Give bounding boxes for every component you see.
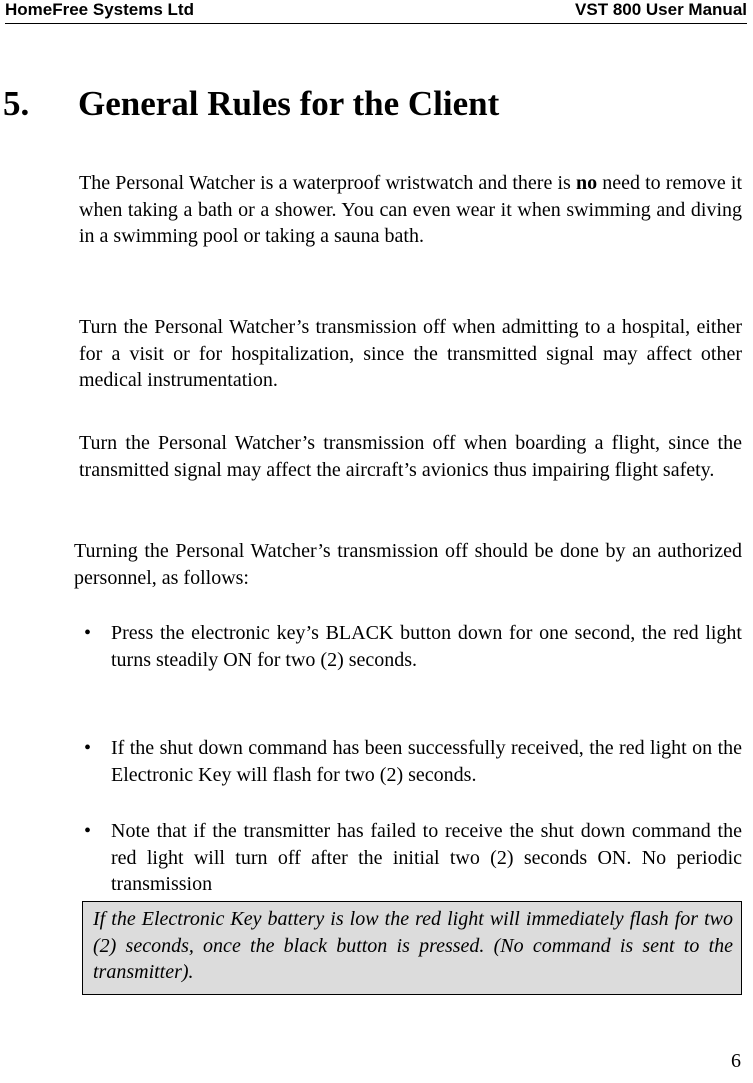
paragraph-waterproof-text-2: need to remove it when taking a bath or a shower. You can even wear it when swimming and diving in a swimming pool or taking a sauna bath. bbox=[79, 172, 742, 247]
paragraph-turn-off-procedure: Turning the Personal Watcher’s transmission off should be done by an authorized personnel, as follows: bbox=[74, 540, 742, 589]
note-text: If the Electronic Key battery is low the red light will immediately flash for two (2) seconds, once the black button is pressed. (No command is sent to the transmitter). bbox=[93, 908, 733, 983]
list-item-text: Press the electronic key’s BLACK button down for one second, the red light turns steadily ON for two (2) seconds. bbox=[111, 622, 742, 671]
bullet-icon: • bbox=[84, 622, 92, 644]
emphasis-no: no bbox=[575, 172, 598, 194]
section-heading bbox=[0, 84, 753, 134]
page-number: 6 bbox=[731, 1050, 741, 1072]
list-item-text: Note that if the transmitter has failed to receive the shut down command the red light will turn off after the initial two (2) seconds ON. No periodic transmission bbox=[111, 820, 742, 895]
manual-title: VST 800 User Manual bbox=[575, 0, 747, 19]
page-header bbox=[5, 0, 747, 24]
bullet-icon: • bbox=[84, 737, 92, 759]
company-name: HomeFree Systems Ltd bbox=[5, 0, 194, 19]
paragraph-hospital: Turn the Personal Watcher’s transmission off when admitting to a hospital, either for a visit or for hospitalization, since the transmitted signal may affect other medical instrumentation. bbox=[79, 316, 742, 391]
paragraph-waterproof-text-1: The Personal Watcher is a waterproof wristwatch and there is bbox=[79, 172, 576, 194]
section-number: 5. bbox=[3, 84, 30, 123]
note-box bbox=[82, 901, 742, 995]
section-title: General Rules for the Client bbox=[78, 84, 500, 123]
paragraph-flight: Turn the Personal Watcher’s transmission off when boarding a flight, since the transmitted signal may affect the aircraft’s avionics thus impairing flight safety. bbox=[79, 432, 742, 481]
bullet-icon: • bbox=[84, 820, 92, 842]
list-item-text: If the shut down command has been successfully received, the red light on the Electronic Key will flash for two (2) seconds. bbox=[111, 737, 742, 786]
paragraph-waterproof bbox=[79, 170, 742, 250]
